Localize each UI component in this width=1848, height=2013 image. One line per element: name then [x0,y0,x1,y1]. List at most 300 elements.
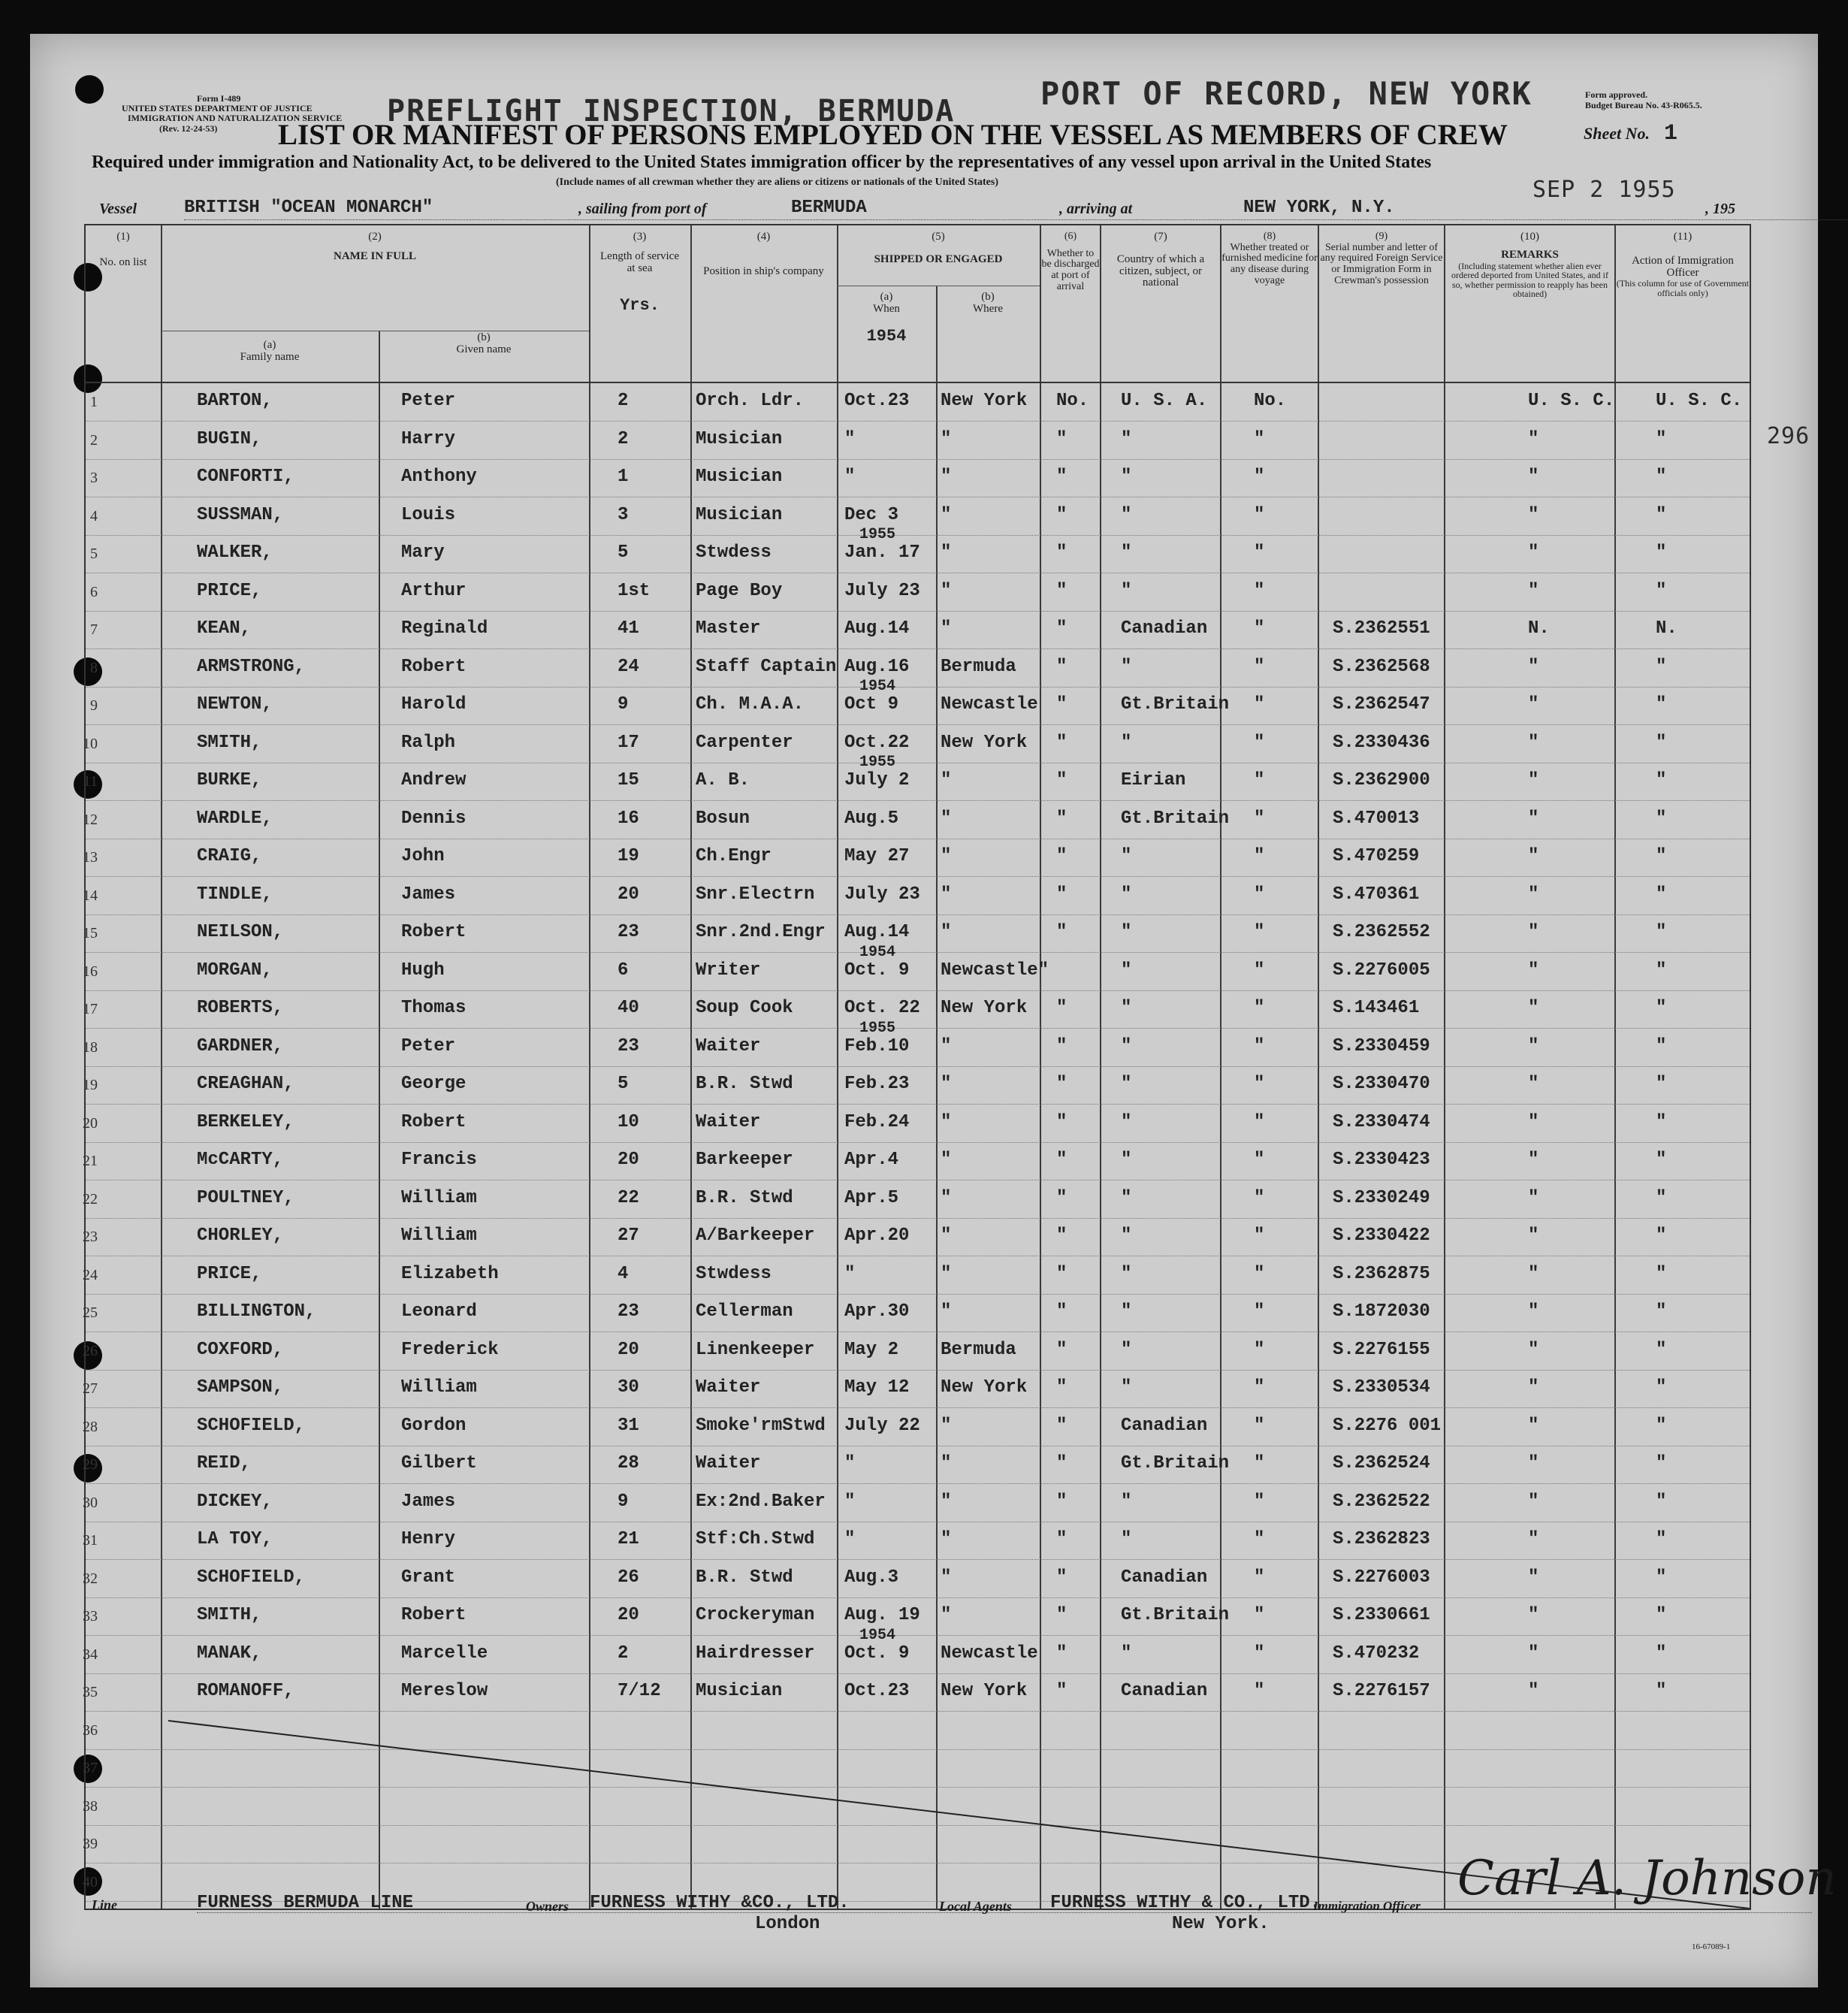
remarks-cell: " [1528,732,1539,753]
length-of-service-cell: 28 [618,1453,639,1473]
serial-number-cell: S.470013 [1333,808,1420,829]
action-cell: " [1656,1150,1667,1170]
medicine-cell: " [1254,1301,1265,1322]
given-name-cell: Mereslow [401,1681,488,1701]
action-cell: " [1656,1111,1667,1132]
length-of-service-cell: 19 [618,846,639,866]
row-number: 22 [83,1190,98,1207]
shipped-when-cell: Aug.14 [844,618,910,639]
remarks-cell: " [1528,1377,1539,1398]
sailing-label: , sailing from port of [578,201,707,217]
discharged-cell: " [1056,1301,1067,1322]
serial-number-cell: S.2362524 [1333,1453,1430,1473]
shipped-where-cell: " [941,1187,952,1208]
remarks-cell: " [1528,1187,1539,1208]
serial-number-cell: S.2362823 [1333,1529,1430,1549]
discharged-cell: " [1056,1491,1067,1512]
shipped-when-cell: Dec 3 [844,504,899,525]
shipped-where-cell: " [941,846,952,866]
remarks-cell: " [1528,656,1539,677]
officer-label: Immigration Officer [1313,1899,1421,1913]
year-annotation: 1955 [859,1019,896,1037]
arriving-label: , arriving at [1059,201,1133,217]
shipped-when-cell: " [844,1529,856,1549]
position-cell: Barkeeper [696,1150,793,1170]
remarks-cell: " [1528,808,1539,829]
given-name-cell: Peter [401,391,456,411]
owners-label: Owners [526,1899,569,1914]
country-cell: " [1121,1187,1132,1208]
medicine-cell: " [1254,1150,1265,1170]
action-cell: " [1656,732,1667,753]
action-cell: " [1656,428,1667,449]
given-name-cell: Robert [401,1111,467,1132]
medicine-cell: " [1254,998,1265,1018]
discharged-cell: " [1056,1263,1067,1284]
form-approved: Form approved. [1585,89,1648,100]
budget-bureau: Budget Bureau No. 43-R065.5. [1585,99,1702,110]
shipped-where-cell: New York [941,1377,1028,1398]
crew-table [84,224,1751,1910]
action-cell: N. [1656,618,1677,639]
shipped-when-cell: Aug.16 [844,656,910,677]
medicine-cell: " [1254,1074,1265,1094]
family-name-cell: SCHOFIELD, [197,1415,306,1436]
remarks-cell: " [1528,884,1539,905]
shipped-when-cell: May 27 [844,846,910,866]
sheet-number: 1 [1664,121,1678,147]
serial-number-cell: S.2362552 [1333,922,1430,942]
family-name-cell: MANAK, [197,1643,262,1664]
shipped-when-cell: " [844,1491,856,1512]
row-number: 39 [83,1836,98,1852]
discharged-cell: " [1056,580,1067,601]
length-of-service-cell: 40 [618,998,639,1018]
medicine-cell: " [1254,1453,1265,1473]
remarks-cell: " [1528,1453,1539,1473]
shipped-when-cell: Oct. 9 [844,960,910,981]
family-name-cell: McCARTY, [197,1150,284,1170]
discharged-cell: " [1056,1226,1067,1246]
length-of-service-cell: 41 [618,618,639,639]
serial-number-cell: S.2276157 [1333,1681,1430,1701]
family-name-cell: ARMSTRONG, [197,656,306,677]
medicine-cell: " [1254,960,1265,981]
given-name-cell: William [401,1377,477,1398]
remarks-cell: " [1528,1643,1539,1664]
row-number: 15 [83,925,98,942]
shipped-where-cell: New York [941,1681,1028,1701]
remarks-cell: " [1528,770,1539,790]
position-cell: Orch. Ldr. [696,391,805,411]
action-cell: " [1656,998,1667,1018]
family-name-cell: LA TOY, [197,1529,273,1549]
shipped-when-cell: Oct.23 [844,1681,910,1701]
arriving-port: NEW YORK, N.Y. [1243,198,1395,218]
country-cell: " [1121,1301,1132,1322]
length-of-service-cell: 1 [618,467,629,487]
line-value: FURNESS BERMUDA LINE [197,1893,414,1913]
length-of-service-cell: 20 [618,1339,639,1360]
row-number: 18 [83,1038,98,1056]
length-of-service-cell: 2 [618,391,629,411]
row-number: 8 [90,659,98,676]
discharged-cell: " [1056,656,1067,677]
row-number: 14 [83,887,98,904]
family-name-cell: CHORLEY, [197,1226,284,1246]
discharged-cell: " [1056,1453,1067,1473]
discharged-cell: " [1056,732,1067,753]
row-number: 30 [83,1494,98,1511]
length-of-service-cell: 30 [618,1377,639,1398]
shipped-where-cell: New York [941,998,1028,1018]
shipped-when-cell: May 12 [844,1377,910,1398]
shipped-where-cell: " [941,1111,952,1132]
length-of-service-cell: 9 [618,694,629,715]
position-cell: Bosun [696,808,750,829]
medicine-cell: " [1254,428,1265,449]
length-of-service-cell: 6 [618,960,629,981]
department: UNITED STATES DEPARTMENT OF JUSTICE [122,103,313,114]
length-of-service-cell: 7/12 [618,1681,661,1701]
given-name-cell: William [401,1187,477,1208]
serial-number-cell: S.2330423 [1333,1150,1430,1170]
shipped-where-cell: " [941,580,952,601]
shipped-when-cell: Apr.30 [844,1301,910,1322]
remarks-cell: N. [1528,618,1550,639]
year-annotation: 1954 [859,1626,896,1644]
position-cell: Page Boy [696,580,783,601]
family-name-cell: ROBERTS, [197,998,284,1018]
row-number: 32 [83,1570,98,1587]
country-cell: " [1121,1377,1132,1398]
action-cell: " [1656,1643,1667,1664]
family-name-cell: ROMANOFF, [197,1681,294,1701]
medicine-cell: " [1254,1377,1265,1398]
country-cell: Canadian [1121,618,1208,639]
page-title: LIST OR MANIFEST OF PERSONS EMPLOYED ON THE VESSEL AS MEMBERS OF CREW [278,119,1508,151]
position-cell: A. B. [696,770,750,790]
shipped-where-cell: " [941,1529,952,1549]
country-cell: " [1121,732,1132,753]
remarks-cell: " [1528,543,1539,563]
discharged-cell: " [1056,846,1067,866]
family-name-cell: POULTNEY, [197,1187,294,1208]
country-cell: Gt.Britain [1121,694,1230,715]
serial-number-cell: S.2330534 [1333,1377,1430,1398]
shipped-when-cell: Feb.23 [844,1074,910,1094]
remarks-cell: " [1528,1529,1539,1549]
medicine-cell: " [1254,1529,1265,1549]
medicine-cell: " [1254,732,1265,753]
discharged-cell: " [1056,694,1067,715]
serial-number-cell: S.2330470 [1333,1074,1430,1094]
shipped-where-cell: " [941,1605,952,1625]
medicine-cell: " [1254,1681,1265,1701]
shipped-when-cell: Apr.4 [844,1150,899,1170]
include-note: (Include names of all crewman whether they are aliens or citizens or nationals of the United States) [556,177,998,188]
service: IMMIGRATION AND NATURALIZATION SERVICE [128,113,343,124]
given-name-cell: Grant [401,1567,456,1588]
date-stamp: SEP 2 1955 [1532,177,1676,203]
action-cell: " [1656,884,1667,905]
side-number: 296 [1767,423,1810,449]
country-cell: Canadian [1121,1681,1208,1701]
row-number: 13 [83,849,98,866]
port-of-record-stamp: PORT OF RECORD, NEW YORK [1040,75,1532,112]
action-cell: " [1656,1187,1667,1208]
shipped-where-cell: " [941,504,952,525]
family-name-cell: BUGIN, [197,428,262,449]
serial-number-cell: S.2362568 [1333,656,1430,677]
row-number: 20 [83,1114,98,1132]
col-country-header: (7) Country of which a citizen, subject, or national [1116,231,1205,289]
country-cell: " [1121,428,1132,449]
position-cell: Snr.2nd.Engr [696,922,826,942]
medicine-cell: " [1254,1643,1265,1664]
row-number: 24 [83,1266,98,1283]
position-cell: Linenkeeper [696,1339,815,1360]
shipped-when-cell: Aug.3 [844,1567,899,1588]
position-cell: Stwdess [696,1263,772,1284]
position-cell: Carpenter [696,732,793,753]
position-cell: B.R. Stwd [696,1074,793,1094]
col-length-header: (3) Length of service at sea Yrs. [600,231,679,316]
col-given-header: (b) Given name [456,331,512,355]
given-name-cell: Gilbert [401,1453,477,1473]
medicine-cell: " [1254,1263,1265,1284]
discharged-cell: " [1056,808,1067,829]
serial-number-cell: S.2362522 [1333,1491,1430,1512]
given-name-cell: James [401,1491,456,1512]
length-of-service-cell: 3 [618,504,629,525]
agents-city: New York. [1172,1914,1270,1934]
given-name-cell: Hugh [401,960,445,981]
remarks-cell: " [1528,467,1539,487]
shipped-where-cell: " [941,1491,952,1512]
given-name-cell: John [401,846,445,866]
family-name-cell: WALKER, [197,543,273,563]
remarks-cell: " [1528,998,1539,1018]
discharged-cell: " [1056,922,1067,942]
discharged-cell: " [1056,467,1067,487]
punch-hole [75,75,104,104]
family-name-cell: PRICE, [197,1263,262,1284]
sailing-port: BERMUDA [791,198,867,218]
family-name-cell: TINDLE, [197,884,273,905]
row-number: 7 [90,621,98,638]
country-cell: Canadian [1121,1567,1208,1588]
row-number: 28 [83,1418,98,1435]
shipped-when-cell: July 22 [844,1415,920,1436]
country-cell: " [1121,656,1132,677]
position-cell: Cellerman [696,1301,793,1322]
given-name-cell: Harry [401,428,456,449]
shipped-where-cell: " [941,1453,952,1473]
medicine-cell: " [1254,580,1265,601]
given-name-cell: Harold [401,694,467,715]
col-remarks-header: (10) REMARKS (Including statement whether alien ever ordered deported from United States, and if so, whether permission to reapply has been obtained) [1451,231,1608,300]
serial-number-cell: S.2362547 [1333,694,1430,715]
given-name-cell: Dennis [401,808,467,829]
family-name-cell: WARDLE, [197,808,273,829]
discharged-cell: " [1056,428,1067,449]
col-no-header: (1) No. on list [99,231,147,268]
country-cell: Canadian [1121,1415,1208,1436]
shipped-where-cell: " [941,1226,952,1246]
shipped-where-cell: " [941,1150,952,1170]
given-name-cell: Mary [401,543,445,563]
medicine-cell: " [1254,467,1265,487]
remarks-cell: " [1528,1605,1539,1625]
serial-number-cell: S.2362551 [1333,618,1430,639]
discharged-cell: " [1056,543,1067,563]
family-name-cell: BERKELEY, [197,1111,294,1132]
length-of-service-cell: 20 [618,1150,639,1170]
action-cell: " [1656,1453,1667,1473]
given-name-cell: Robert [401,1605,467,1625]
country-cell: " [1121,1074,1132,1094]
shipped-when-cell: " [844,1453,856,1473]
action-cell: " [1656,808,1667,829]
row-number: 35 [83,1684,98,1700]
remarks-cell: " [1528,1339,1539,1360]
shipped-where-cell: Newcastle" [941,960,1049,981]
family-name-cell: PRICE, [197,580,262,601]
given-name-cell: Francis [401,1150,477,1170]
serial-number-cell: S.2362875 [1333,1263,1430,1284]
row-number: 31 [83,1532,98,1549]
shipped-where-cell: Newcastle [941,694,1038,715]
shipped-when-cell: July 23 [844,580,920,601]
discharged-cell: " [1056,1150,1067,1170]
shipped-when-cell: Oct. 9 [844,1643,910,1664]
action-cell: " [1656,694,1667,715]
action-cell: " [1656,1226,1667,1246]
given-name-cell: Arthur [401,580,467,601]
medicine-cell: " [1254,1605,1265,1625]
action-cell: " [1656,1035,1667,1056]
remarks-cell: " [1528,580,1539,601]
country-cell: " [1121,1263,1132,1284]
row-number: 4 [90,507,98,524]
family-name-cell: MORGAN, [197,960,273,981]
shipped-when-cell: Feb.10 [844,1035,910,1056]
family-name-cell: DICKEY, [197,1491,273,1512]
shipped-where-cell: Bermuda [941,656,1016,677]
row-number: 11 [83,773,98,790]
shipped-when-cell: July 23 [844,884,920,905]
length-of-service-cell: 4 [618,1263,629,1284]
position-cell: Snr.Electrn [696,884,815,905]
position-cell: B.R. Stwd [696,1187,793,1208]
length-of-service-cell: 16 [618,808,639,829]
action-cell: " [1656,1491,1667,1512]
remarks-cell: " [1528,1150,1539,1170]
position-cell: Waiter [696,1377,761,1398]
shipped-where-cell: " [941,1415,952,1436]
length-of-service-cell: 27 [618,1226,639,1246]
length-of-service-cell: 5 [618,1074,629,1094]
shipped-when-cell: Oct. 22 [844,998,920,1018]
col-when-header: (a) When 1954 [866,291,907,346]
family-name-cell: CONFORTI, [197,467,294,487]
length-of-service-cell: 5 [618,543,629,563]
position-cell: Waiter [696,1035,761,1056]
discharged-cell: " [1056,1415,1067,1436]
serial-number-cell: S.2276005 [1333,960,1430,981]
row-number: 33 [83,1608,98,1625]
vessel-underline [184,219,1848,220]
given-name-cell: Frederick [401,1339,499,1360]
position-cell: Waiter [696,1453,761,1473]
row-number: 5 [90,546,98,562]
remarks-cell: " [1528,1226,1539,1246]
shipped-when-cell: " [844,1263,856,1284]
position-cell: Crockeryman [696,1605,815,1625]
action-cell: " [1656,770,1667,790]
length-of-service-cell: 23 [618,1035,639,1056]
action-cell: " [1656,543,1667,563]
given-name-cell: Reginald [401,618,488,639]
serial-number-cell: S.2330249 [1333,1187,1430,1208]
action-cell: " [1656,656,1667,677]
action-cell: " [1656,1377,1667,1398]
family-name-cell: SMITH, [197,1605,262,1625]
shipped-when-cell: " [844,467,856,487]
discharged-cell: " [1056,618,1067,639]
medicine-cell: " [1254,694,1265,715]
shipped-where-cell: Bermuda [941,1339,1016,1360]
medicine-cell: No. [1254,391,1287,411]
given-name-cell: Ralph [401,732,456,753]
row-number: 38 [83,1797,98,1815]
col-action-header: (11) Action of Immigration Officer (This column for use of Government officials only) [1616,231,1750,298]
medicine-cell: " [1254,846,1265,866]
family-name-cell: KEAN, [197,618,252,639]
shipped-where-cell: Newcastle [941,1643,1038,1664]
action-cell: " [1656,1529,1667,1549]
row-number: 27 [83,1380,98,1397]
serial-number-cell: S.1872030 [1333,1301,1430,1322]
discharged-cell: " [1056,1681,1067,1701]
medicine-cell: " [1254,504,1265,525]
country-cell: Gt.Britain [1121,1605,1230,1625]
shipped-where-cell: " [941,1567,952,1588]
given-name-cell: Henry [401,1529,456,1549]
shipped-when-cell: Apr.5 [844,1187,899,1208]
family-name-cell: SUSSMAN, [197,504,284,525]
family-name-cell: REID, [197,1453,252,1473]
position-cell: Writer [696,960,761,981]
family-name-cell: CREAGHAN, [197,1074,294,1094]
medicine-cell: " [1254,808,1265,829]
sheet-label: Sheet No. [1584,124,1650,143]
given-name-cell: Peter [401,1035,456,1056]
action-cell: " [1656,467,1667,487]
medicine-cell: " [1254,1491,1265,1512]
shipped-where-cell: " [941,1263,952,1284]
shipped-when-cell: Aug.5 [844,808,899,829]
medicine-cell: " [1254,1111,1265,1132]
year-suffix: , 195 [1705,201,1735,217]
serial-number-cell: S.2330459 [1333,1035,1430,1056]
length-of-service-cell: 22 [618,1187,639,1208]
given-name-cell: Robert [401,922,467,942]
remarks-cell: " [1528,1491,1539,1512]
strike-line [86,225,1750,1909]
action-cell: " [1656,1339,1667,1360]
